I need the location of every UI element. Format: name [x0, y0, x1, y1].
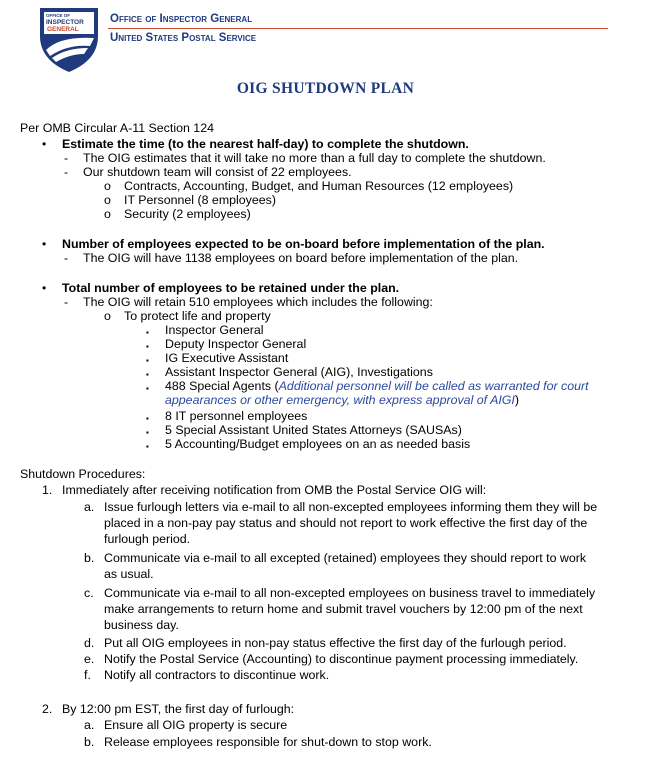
section-1-detail-1: The OIG estimates that it will take no more than a full day to complete the shutdown.: [83, 151, 546, 165]
circle-marker: o: [104, 309, 111, 323]
square-marker: ▪: [146, 414, 149, 423]
section-2-heading: Number of employees expected to be on-board before implementation of the plan.: [62, 237, 545, 251]
step-b-line-1: Communicate via e-mail to all excepted (retained) employees they should report to work: [104, 551, 587, 565]
square-marker: ▪: [146, 328, 149, 337]
logo-text-office: OFFICE OF: [46, 13, 70, 18]
retained-item-8: 5 Accounting/Budget employees on an as needed basis: [165, 437, 471, 451]
step-f: Notify all contractors to discontinue work.: [104, 668, 330, 682]
step-c-line-2: make arrangements to return home and submit travel vouchers by 12:00 pm of the next: [104, 602, 583, 616]
circle-marker: o: [104, 193, 111, 207]
section-3-subitem: To protect life and property: [124, 309, 271, 323]
square-marker: ▪: [146, 384, 149, 393]
logo-text-inspector: INSPECTOR: [46, 19, 84, 26]
document-title: OIG SHUTDOWN PLAN: [236, 80, 415, 97]
square-marker: ▪: [146, 370, 149, 379]
procedure-2-step-a: Ensure all OIG property is secure: [104, 718, 288, 732]
agents-note-1: Additional personnel will be called as warranted for court: [278, 379, 589, 393]
retained-item-6: 8 IT personnel employees: [165, 409, 308, 423]
bullet-marker: •: [42, 237, 47, 251]
logo-text-general: GENERAL: [47, 26, 79, 33]
header-rule: [108, 28, 608, 29]
section-3-detail-1: The OIG will retain 510 employees which includes the following:: [83, 295, 433, 309]
circle-marker: o: [104, 179, 111, 193]
procedures-heading: Shutdown Procedures:: [20, 467, 146, 481]
step-c-line-3: business day.: [104, 618, 179, 632]
retained-item-5-cont: [165, 393, 519, 408]
letter-marker: b.: [84, 551, 95, 565]
dash-marker: -: [64, 251, 69, 265]
number-marker: 1.: [42, 483, 53, 497]
procedure-1: Immediately after receiving notification from OMB the Postal Service OIG will:: [62, 483, 487, 497]
letter-marker: d.: [84, 636, 95, 650]
retained-item-3: IG Executive Assistant: [165, 351, 289, 365]
step-a-line-1: Issue furlough letters via e-mail to all non-excepted employees informing them they will be: [104, 500, 598, 514]
square-marker: ▪: [146, 428, 149, 437]
square-marker: ▪: [146, 442, 149, 451]
retained-item-2: Deputy Inspector General: [165, 337, 307, 351]
square-marker: ▪: [146, 342, 149, 351]
agents-close: ): [514, 393, 520, 407]
agents-label: 488 Special Agents (: [165, 379, 279, 393]
procedure-2: By 12:00 pm EST, the first day of furlough:: [62, 702, 295, 716]
team-item-3: Security (2 employees): [124, 207, 251, 221]
team-item-1: Contracts, Accounting, Budget, and Human Resources (12 employees): [124, 179, 514, 193]
circle-marker: o: [104, 207, 111, 221]
letter-marker: f.: [84, 668, 91, 682]
step-a-line-3: furlough period.: [104, 532, 191, 546]
letter-marker: e.: [84, 652, 95, 666]
dash-marker: -: [64, 295, 69, 309]
letter-marker: a.: [84, 500, 95, 514]
step-c-line-1: Communicate via e-mail to all non-excepted employees on business travel to immediately: [104, 586, 596, 600]
retained-item-7: 5 Special Assistant United States Attorneys (SAUSAs): [165, 423, 462, 437]
square-marker: ▪: [146, 356, 149, 365]
step-e: Notify the Postal Service (Accounting) to discontinue payment processing immediately.: [104, 652, 579, 666]
team-item-2: IT Personnel (8 employees): [124, 193, 276, 207]
header-office: Office of Inspector General: [110, 13, 253, 25]
oig-logo: [38, 6, 100, 74]
section-2-detail-1: The OIG will have 1138 employees on board before implementation of the plan.: [83, 251, 519, 265]
letter-marker: a.: [84, 718, 95, 732]
retained-item-1: Inspector General: [165, 323, 264, 337]
section-1-detail-2: Our shutdown team will consist of 22 employees.: [83, 165, 352, 179]
bullet-marker: •: [42, 281, 47, 295]
dash-marker: -: [64, 151, 69, 165]
dash-marker: -: [64, 165, 69, 179]
letter-marker: c.: [84, 586, 94, 600]
intro-line: Per OMB Circular A-11 Section 124: [20, 121, 214, 135]
retained-item-5: [165, 379, 589, 394]
letter-marker: b.: [84, 735, 95, 749]
number-marker: 2.: [42, 702, 53, 716]
section-3-heading: Total number of employees to be retained under the plan.: [62, 281, 400, 295]
header-agency: United States Postal Service: [110, 32, 257, 44]
procedure-2-step-b: Release employees responsible for shut-down to stop work.: [104, 735, 432, 749]
bullet-marker: •: [42, 137, 47, 151]
agents-note-2: appearances or other emergency, with express approval of AIGI: [165, 393, 515, 407]
step-a-line-2: placed in a non-pay pay status and should not report to work effective the first day of the: [104, 516, 588, 530]
retained-item-4: Assistant Inspector General (AIG), Investigations: [165, 365, 433, 379]
section-1-heading: Estimate the time (to the nearest half-day) to complete the shutdown.: [62, 137, 469, 151]
step-b-line-2: as usual.: [104, 567, 154, 581]
step-d: Put all OIG employees in non-pay status effective the first day of the furlough period.: [104, 636, 567, 650]
